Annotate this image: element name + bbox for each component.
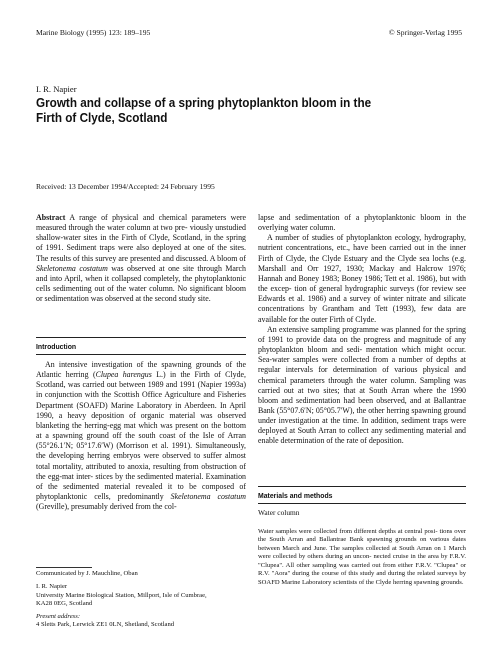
section-rule-bottom [36, 354, 246, 355]
communicated-by: Communicated by J. Mauchline, Oban [36, 570, 138, 577]
water-column-subheading: Water column [258, 508, 300, 517]
present-address: 4 Sletts Park, Lerwick ZE1 0LN, Shetland, Scotland [36, 621, 175, 629]
abstract-text: Abstract A range of physical and chemical parameters were measured through the water column at two pre- viously unstudied shallow-water sites in the Firth of Clyde, Scotland, in the spring of 1991. Sediment traps were also deployed at one of the sites. The results of this survey are presented and discussed. A bloom of Skeletonema costatum was observed at one site through March and into April, when it collapsed completely, the phytoplanktonic cells sedimenting out of the water column. No significant bloom or sedimentation was observed at the second study site. [36, 213, 246, 304]
affiliation-line-2: KA28 0EG, Scotland [36, 599, 93, 607]
received-dates: Received: 13 December 1994/Accepted: 24 February 1995 [36, 182, 215, 191]
affiliation-line-1: University Marine Biological Station, Millport, Isle of Cumbrae, [36, 591, 207, 599]
section-rule-top [36, 337, 246, 338]
methods-rule-bottom [258, 503, 466, 504]
present-address-label: Present address: [36, 613, 81, 621]
abstract-label: Abstract [36, 213, 66, 222]
intro-paragraph-3: An extensive sampling programme was planned for the spring of 1991 to provide data on the progress and magnitude of any phytoplankton bloom and sedi- mentation which might occur. Sea-water samples were collected from a number of depths at regular intervals for determination of various physical and chemical parameters through the water column. Sampling was carried out at two sites; that at South Arran where the 1990 bloom and sedimentation had been observed, and at Ballantrae Bank (55°07.6′N; 05°05.7′W), the other herring spawning ground under investigation at the time. In addition, sediment traps were deployed at South Arran to collect any sedimenting material and enable determination of the rate of deposition. [258, 324, 466, 446]
methods-rule-top [258, 486, 466, 487]
species-name: Skeletonema costatum [36, 263, 108, 273]
copyright-notice: © Springer-Verlag 1995 [388, 28, 462, 37]
footnote-author: I. R. Napier [36, 583, 68, 591]
abstract [36, 213, 246, 304]
author-footnote [36, 570, 248, 630]
intro-continuation: lapse and sedimentation of a phytoplanktonic bloom in the overlying water column. [258, 213, 466, 233]
introduction-paragraph: An intensive investigation of the spawning grounds of the Atlantic herring (Clupea harengus L.) in the Firth of Clyde, Scotland, was carried out between 1989 and 1991 (Napier 1993a) in conjunction with the Scottish Office Agriculture and Fisheries Department (SOAFD) Marine Laboratory in Aberdeen. In April 1990, a heavy deposition of organic material was observed blanketing the herring-egg mat which was present on the bottom at a spawning ground off the south coast of the Isle of Arran (55°26.1′N; 05°17.6′W) (Morrison et al. 1991). Simultaneously, the developing herring embryos were observed to suffer almost total mortality, attributed to anoxia, resulting from obstruction of the egg-mat inter- stices by the sedimented material. Examination of the sedimented material revealed it to be composed of phytoplanktonic cells, predominantly Skeletonema costatum (Greville), presumably derived from the col- [36, 360, 247, 512]
footnote-rule [36, 567, 92, 568]
title-line-2: Firth of Clyde, Scotland [36, 111, 168, 125]
intro-paragraph-2: A number of studies of phytoplankton ecology, hydrography, nutrient concentrations, etc., have been carried out in the inner Firth of Clyde, the Clyde Estuary and the Clyde sea lochs (e.g. Marshall and Orr 1927, 1930; Mackay and Halcrow 1976; Hannah and Boney 1983; Boney 1986; Tett et al. 1986), but with the excep- tion of general hydrographic surveys (for review see Edwards et al. 1986) and a survey of winter nitrate and silicate concentrations by Grantham and Tett (1993), few data are available for the outer Firth of Clyde. [258, 233, 466, 324]
article-title [36, 96, 427, 126]
author-name: I. R. Napier [36, 84, 77, 94]
right-column-text [258, 213, 466, 447]
introduction-heading: Introduction [36, 342, 77, 351]
methods-paragraph: Water samples were collected from different depths at central posi- tions over the South Arran and Ballantrae Bank spawning grounds on various dates between March and June. The samples collected at South Arran on 1 March were collected by others during an uncon- nected cruise in the area by F.R.V. "Clupea". All other sampling was carried out from either F.R.V. "Clupea" or R.V. "Aora" during the course of this study and during the related surveys by SOAFD Marine Laboratory scientists of the Clyde herring spawning grounds. [258, 528, 467, 586]
journal-citation: Marine Biology (1995) 123: 189–195 [36, 28, 151, 37]
methods-heading: Materials and methods [258, 491, 333, 500]
title-line-1: Growth and collapse of a spring phytoplankton bloom in the [36, 96, 372, 110]
